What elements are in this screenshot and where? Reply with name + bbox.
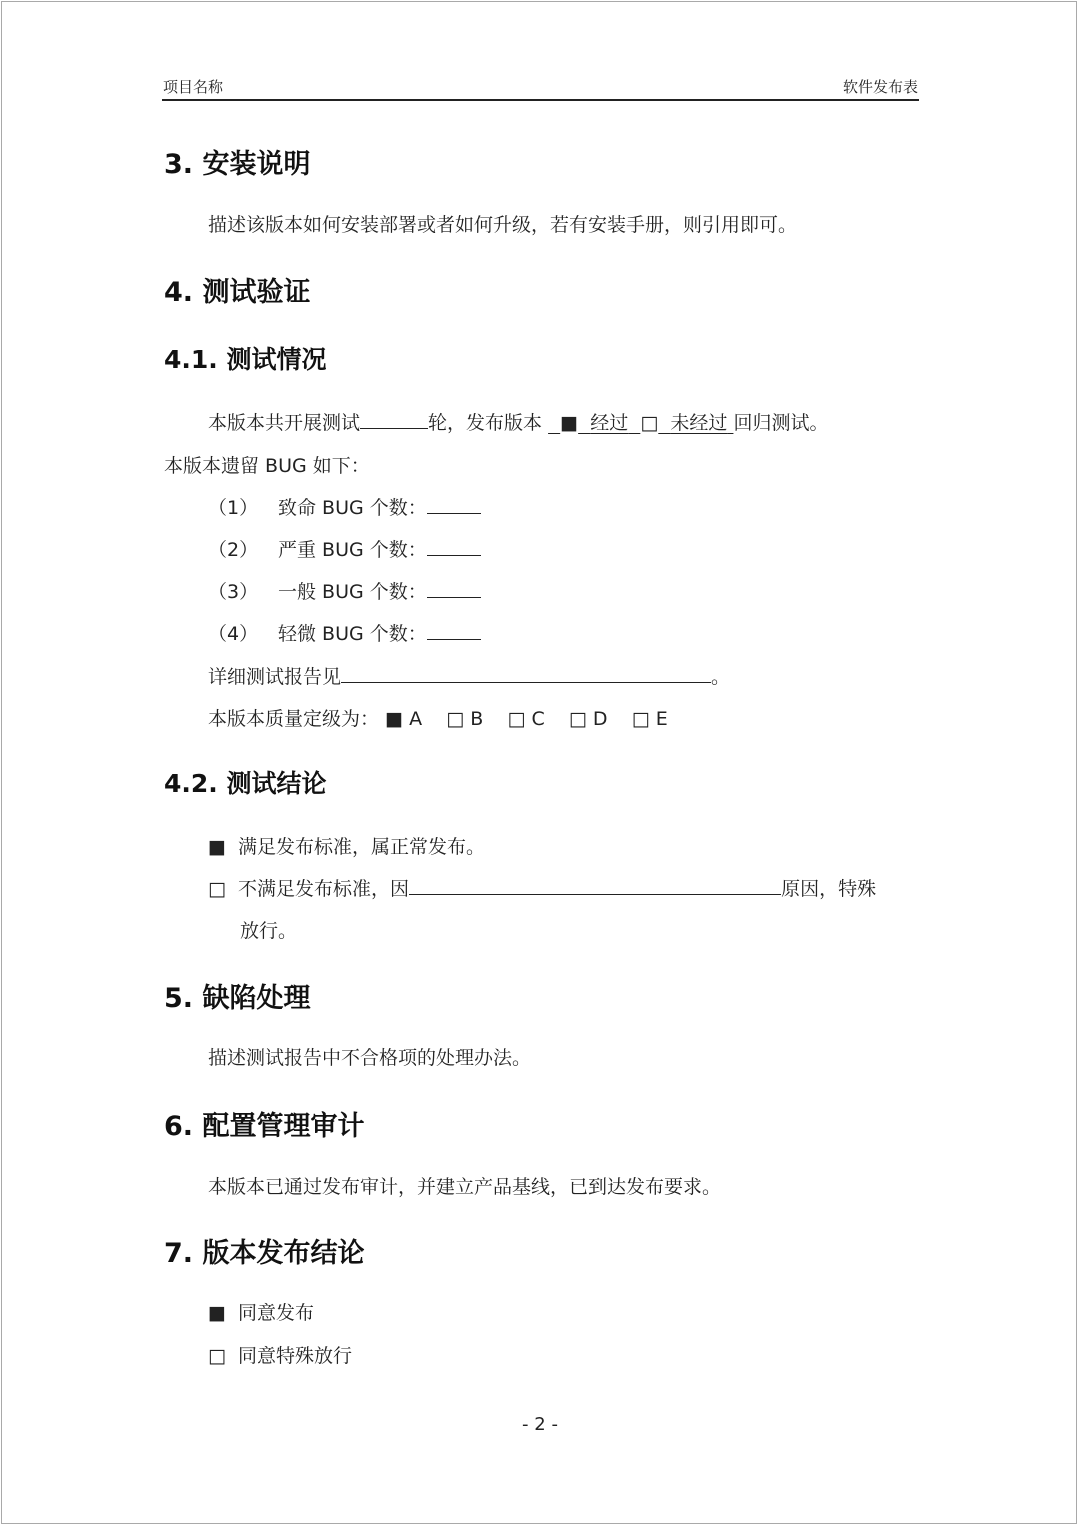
section-5-body: 描述测试报告中不合格项的处理办法。: [208, 1047, 532, 1069]
section-3-title: 3. 安装说明: [164, 149, 311, 180]
bug-num: （2）: [208, 539, 259, 561]
normal-release-checkbox[interactable]: ■: [208, 836, 226, 858]
bug-count-blank[interactable]: [427, 493, 481, 514]
header-project-name: 项目名称: [163, 78, 224, 96]
report-blank[interactable]: [341, 662, 711, 683]
remaining-bugs-intro: 本版本遗留 BUG 如下：: [164, 455, 370, 477]
approve-release-label: 同意发布: [238, 1302, 315, 1324]
regression-options: [548, 412, 733, 434]
passed-checkbox[interactable]: ■: [560, 412, 579, 434]
grade-option[interactable]: [569, 708, 608, 730]
bug-count-blank[interactable]: [427, 535, 481, 556]
grade-label: B: [470, 708, 484, 730]
bug-label: 一般 BUG 个数：: [278, 581, 427, 603]
grade-option[interactable]: [446, 708, 483, 730]
approve-release-checkbox[interactable]: ■: [208, 1302, 226, 1324]
report-reference-line: [208, 662, 730, 689]
special-release-checkbox[interactable]: □: [208, 878, 226, 900]
special-release-label: 不满足发布标准，因: [238, 878, 410, 900]
special-release-suffix: 原因，特殊: [781, 878, 877, 900]
reason-blank[interactable]: [409, 874, 781, 895]
grade-option[interactable]: [385, 708, 422, 730]
grade-d-checkbox[interactable]: □: [568, 708, 587, 730]
report-label: 详细测试报告见: [208, 666, 342, 688]
bug-num: （4）: [208, 623, 259, 645]
normal-release-label: 满足发布标准，属正常发布。: [238, 836, 486, 858]
grade-option[interactable]: [507, 708, 544, 730]
grade-a-checkbox[interactable]: ■: [385, 708, 404, 730]
section-6-body: 本版本已通过发布审计，并建立产品基线，已到达发布要求。: [208, 1176, 722, 1198]
bug-label: 致命 BUG 个数：: [278, 497, 427, 519]
special-approve-label: 同意特殊放行: [238, 1345, 353, 1367]
special-release-continuation: 放行。: [240, 920, 298, 942]
bug-count-blank[interactable]: [427, 577, 481, 598]
test-rounds-line: [208, 408, 828, 435]
header-doc-title: 软件发布表: [842, 78, 918, 96]
passed-label: 经过: [590, 412, 629, 434]
bug-label: 轻微 BUG 个数：: [278, 623, 427, 645]
bug-count-row: [208, 577, 481, 604]
not-passed-label: 未经过: [670, 412, 728, 434]
grade-label: C: [531, 708, 545, 730]
bug-count-row: [208, 535, 481, 562]
header-rule: [162, 99, 919, 101]
bug-count-row: [208, 493, 481, 520]
release-version-text: 轮，发布版本: [428, 412, 543, 434]
grade-e-checkbox[interactable]: □: [631, 708, 650, 730]
section-7-title: 7. 版本发布结论: [164, 1238, 365, 1269]
release-option-special: [208, 1341, 352, 1368]
page-number: - 2 -: [522, 1414, 558, 1435]
bug-num: （3）: [208, 581, 259, 603]
section-4-title: 4. 测试验证: [164, 277, 311, 308]
grade-label: E: [655, 708, 668, 730]
bug-label: 严重 BUG 个数：: [278, 539, 427, 561]
quality-grade-line: [208, 704, 668, 731]
grade-c-checkbox[interactable]: □: [507, 708, 526, 730]
grade-label: A: [409, 708, 423, 730]
grade-label: D: [592, 708, 608, 730]
grade-b-checkbox[interactable]: □: [446, 708, 465, 730]
section-4-2-title: 4.2. 测试结论: [164, 769, 327, 798]
not-passed-checkbox[interactable]: □: [640, 412, 659, 434]
report-end: 。: [711, 666, 731, 688]
release-option-approve: [208, 1298, 314, 1325]
section-4-1-title: 4.1. 测试情况: [164, 345, 327, 374]
conclusion-option-special: [208, 874, 876, 901]
special-approve-checkbox[interactable]: □: [208, 1345, 226, 1367]
grade-option[interactable]: [632, 708, 668, 730]
section-5-title: 5. 缺陷处理: [164, 983, 311, 1014]
quality-label: 本版本质量定级为：: [208, 708, 380, 730]
test-rounds-blank[interactable]: [360, 408, 428, 429]
bug-count-blank[interactable]: [427, 619, 481, 640]
section-6-title: 6. 配置管理审计: [164, 1111, 365, 1142]
conclusion-option-normal: [208, 832, 485, 859]
test-rounds-prefix: 本版本共开展测试: [208, 412, 361, 434]
regression-suffix: 回归测试。: [733, 412, 829, 434]
section-3-body: 描述该版本如何安装部署或者如何升级，若有安装手册，则引用即可。: [208, 214, 798, 236]
bug-count-row: [208, 619, 481, 646]
bug-num: （1）: [208, 497, 259, 519]
